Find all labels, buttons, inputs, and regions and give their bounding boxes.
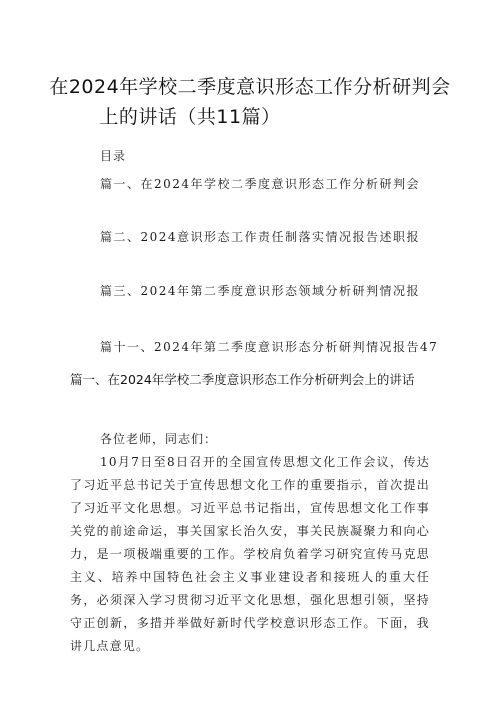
document-title-line-2: 上的讲话（共11篇）	[99, 106, 281, 128]
toc-item[interactable]: 篇二、2024意识形态工作责任制落实情况报告述职报	[100, 230, 421, 244]
toc-item[interactable]: 篇十一、2024年第二季度意识形态分析研判情况报告47	[100, 340, 439, 354]
toc-item[interactable]: 篇三、2024年第二季度意识形态领域分析研判情况报	[100, 284, 421, 298]
salutation: 各位老师，同志们：	[100, 432, 218, 446]
toc-heading: 目录	[100, 149, 127, 163]
document-title-line-1: 在2024年学校二季度意识形态工作分析研判会	[49, 76, 451, 98]
toc-item[interactable]: 篇一、在2024年学校二季度意识形态工作分析研判会	[100, 177, 421, 191]
body-paragraph: 10月7日至8日召开的全国宣传思想文化工作会议，传达了习近平总书记关于宣传思想文化工作的重要指示，首次提出了习近平文化思想。习近平总书记指出，宣传思想文化工作事关党的前途命运，事关国家长治久安，事关民族凝聚力和向心力，是一项极端重要的工作。学校肩负着学习研究宣传马克思主义、培养中国特色社会主义事业建设者和接班人的重大任务，必须深入学习贯彻习近平文化思想，强化思想引领，坚持守正创新，多措并举做好新时代学校意识形态工作。下面，我讲几点意见。	[70, 455, 430, 653]
section-heading: 篇一、在2024年学校二季度意识形态工作分析研判会上的讲话	[70, 372, 415, 387]
